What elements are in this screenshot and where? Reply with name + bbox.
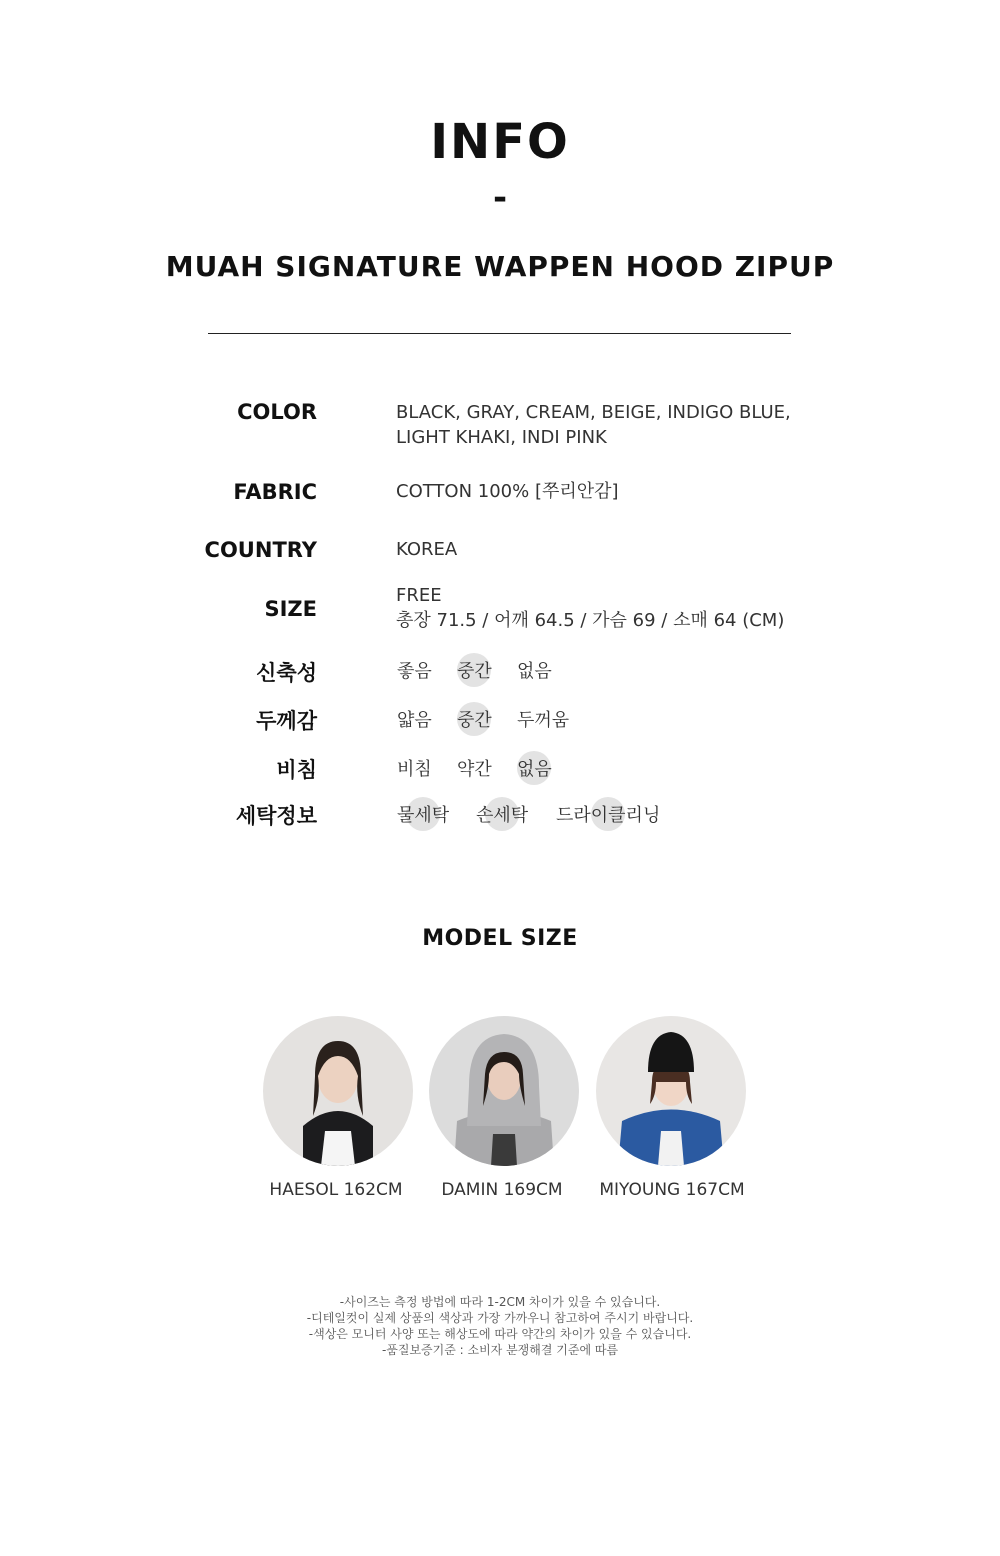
model-name-miyoung: MIYOUNG 167CM [599, 1180, 745, 1200]
stretch-option-none: 없음 [517, 661, 552, 682]
model-name-haesol: HAESOL 162CM [269, 1180, 403, 1200]
washing-option-dry-cleaning: 드라이클리닝 [556, 801, 660, 827]
fabric-label: FABRIC [233, 480, 317, 504]
washing-option-hand: 손세탁 [476, 801, 528, 827]
stretch-option-medium: 중간 [457, 657, 492, 683]
model-photo-haesol [263, 1016, 413, 1166]
thickness-option-thin: 얇음 [397, 710, 432, 731]
color-value-line1: BLACK, GRAY, CREAM, BEIGE, INDIGO BLUE, [396, 402, 791, 423]
washing-option-water: 물세탁 [397, 801, 449, 827]
sheer-label: 비침 [276, 758, 317, 782]
size-value [396, 583, 784, 633]
size-value-line2: 총장 71.5 / 어깨 64.5 / 가슴 69 / 소매 64 (CM) [396, 610, 785, 631]
divider [208, 333, 791, 334]
page-title: INFO [430, 114, 570, 170]
stretch-label: 신축성 [256, 661, 317, 685]
color-value [396, 400, 791, 450]
washing-label: 세탁정보 [235, 804, 317, 828]
country-value: KOREA [396, 539, 458, 560]
note-line: -품질보증기준 : 소비자 분쟁해결 기준에 따름 [381, 1343, 619, 1357]
size-label: SIZE [264, 597, 317, 621]
thickness-option-medium: 중간 [457, 706, 492, 732]
size-notes [0, 1294, 1000, 1358]
thickness-option-thick: 두꺼움 [517, 710, 570, 731]
sheer-option-none: 없음 [517, 755, 552, 781]
note-line: -사이즈는 측정 방법에 따라 1-2CM 차이가 있을 수 있습니다. [339, 1295, 661, 1309]
model-name-damin: DAMIN 169CM [441, 1180, 563, 1200]
thickness-label: 두께감 [256, 709, 317, 733]
note-line: -디테일컷이 실제 상품의 색상과 가장 가까우니 참고하여 주시기 바랍니다. [306, 1311, 694, 1325]
title-dash: - [492, 178, 508, 218]
model-photo-miyoung [596, 1016, 746, 1166]
sheer-option-sheer: 비침 [397, 759, 432, 780]
stretch-option-good: 좋음 [397, 661, 432, 682]
note-line: -색상은 모니터 사양 또는 해상도에 따라 약간의 차이가 있을 수 있습니다. [308, 1327, 692, 1341]
model-photo-damin [429, 1016, 579, 1166]
color-label: COLOR [237, 400, 317, 424]
model-size-title: MODEL SIZE [422, 926, 578, 951]
size-value-line1: FREE [396, 585, 442, 606]
product-name: MUAH SIGNATURE WAPPEN HOOD ZIPUP [165, 250, 835, 283]
country-label: COUNTRY [204, 538, 317, 562]
color-value-line2: LIGHT KHAKI, INDI PINK [396, 427, 607, 448]
fabric-value: COTTON 100% [쭈리안감] [396, 481, 619, 502]
sheer-option-slight: 약간 [457, 759, 492, 780]
